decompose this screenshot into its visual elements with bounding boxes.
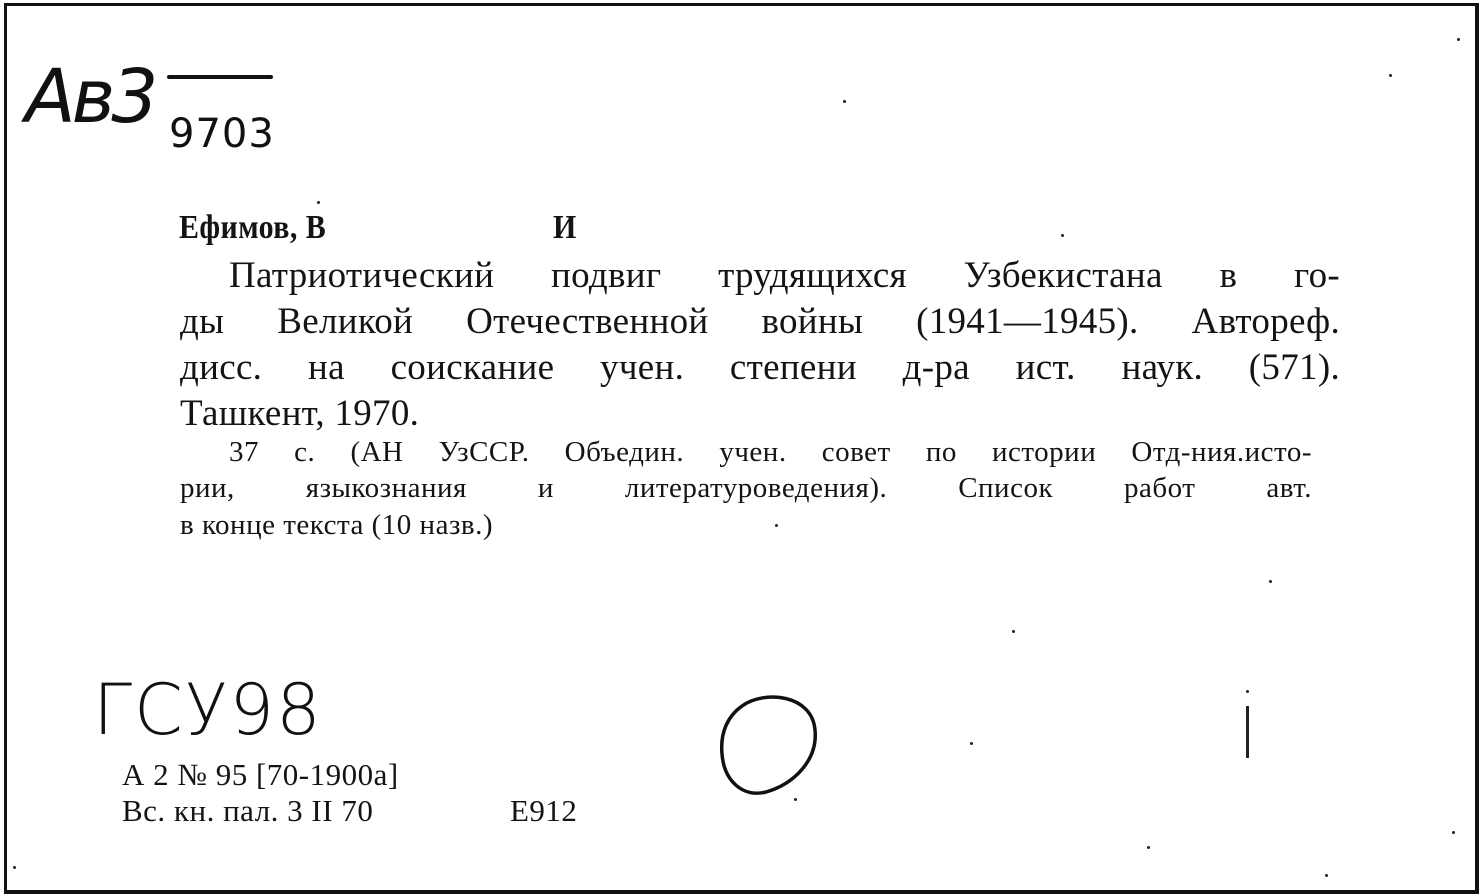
dust-speck <box>317 201 320 204</box>
title-line: Патриотический подвиг трудящихся Узбекистана в го- <box>229 255 1340 296</box>
dust-speck <box>794 798 797 801</box>
title-line: дисс. на соискание учен. степени д-ра ист. наук. (571). <box>180 347 1340 388</box>
dust-speck <box>970 742 973 745</box>
title-line: ды Великой Отечественной войны (1941—1945). Автореф. <box>180 301 1340 342</box>
dust-speck <box>1457 38 1460 41</box>
author-name: Ефимов, В <box>179 209 327 246</box>
dust-speck <box>1147 846 1150 849</box>
author-initial: И <box>553 209 577 246</box>
title-line: Ташкент, 1970. <box>180 393 420 434</box>
imprint-line-2: Вс. кн. пал. 3 II 70 <box>122 793 374 828</box>
dust-speck <box>1012 630 1015 633</box>
handwritten-library-code-text: ГСУ98 <box>93 669 323 751</box>
dust-speck <box>1061 234 1064 237</box>
margin-tick-mark <box>1246 706 1249 758</box>
dust-speck <box>775 524 778 527</box>
print-code: Е912 <box>510 793 578 828</box>
handwritten-call-number-bottom-text: 9703 <box>169 111 275 157</box>
handwritten-call-number <box>21 32 321 162</box>
dust-speck <box>843 100 846 103</box>
dust-speck <box>13 866 16 869</box>
notes-line: 37 с. (АН УзССР. Объедин. учен. совет по истории Отд-ния.исто- <box>229 436 1312 468</box>
notes-line: в конце текста (10 назв.) <box>180 509 494 541</box>
imprint-line-1: А 2 № 95 [70-1900а] <box>122 757 399 792</box>
dust-speck <box>1452 831 1455 834</box>
handwritten-call-number-top-text: Ав3 <box>25 54 155 140</box>
handwritten-library-code <box>87 658 387 751</box>
dust-speck <box>1269 580 1272 583</box>
notes-line: рии, языкознания и литературоведения). Список работ авт. <box>180 472 1312 504</box>
dust-speck <box>1389 74 1392 77</box>
dust-speck <box>1325 874 1328 877</box>
catalog-card <box>4 3 1479 894</box>
handwritten-circle-mark <box>712 688 832 808</box>
dust-speck <box>1246 690 1249 693</box>
